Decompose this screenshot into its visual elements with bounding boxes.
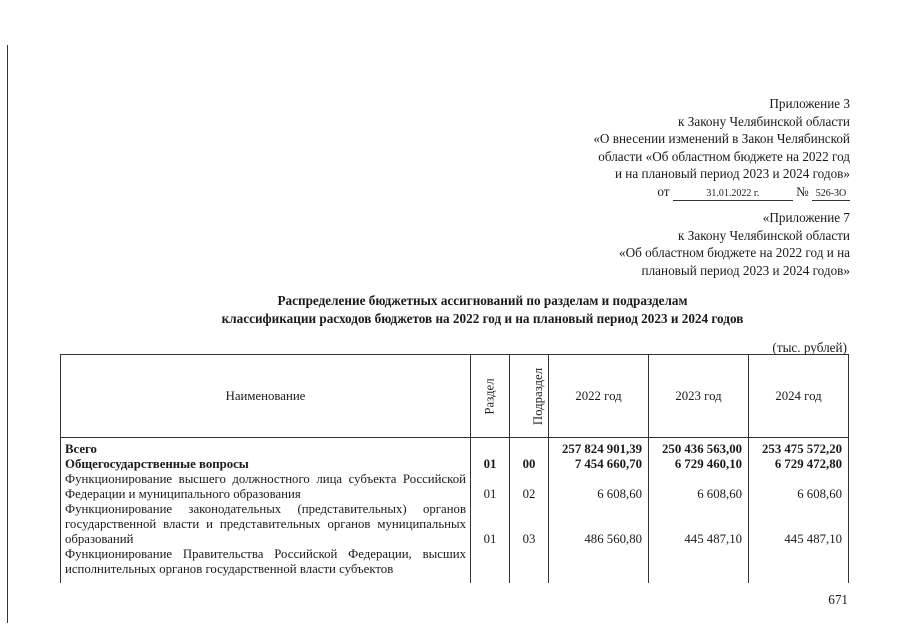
row-value-2024: 445 487,10 xyxy=(749,502,849,547)
page-number: 671 xyxy=(828,592,848,607)
table-row-government xyxy=(61,547,849,583)
row-name: Всего xyxy=(61,438,471,458)
row-section xyxy=(471,438,510,458)
appendix-7-law-name-1: «Об областном бюджете на 2022 год и на xyxy=(619,245,850,260)
table-row-legislative-bodies xyxy=(61,502,849,547)
appendix-3-law-name-3: и на плановый период 2023 и 2024 годов» xyxy=(614,166,850,181)
row-value-2023: 250 436 563,00 xyxy=(649,438,749,458)
row-value-2022: 6 608,60 xyxy=(549,472,649,502)
row-name: Функционирование высшего должностного лица субъекта Российской Федерации и муниципального образования xyxy=(61,472,471,502)
page-edge-line xyxy=(7,45,8,623)
appendix-3-title: Приложение 3 xyxy=(769,96,850,111)
row-section: 01 xyxy=(471,472,510,502)
row-value-2024: 253 475 572,20 xyxy=(749,438,849,458)
row-value-2022: 486 560,80 xyxy=(549,502,649,547)
law-number: 526-ЗО xyxy=(812,187,850,201)
row-subsection xyxy=(510,547,549,583)
header-subsection xyxy=(510,355,549,438)
row-value-2023 xyxy=(649,547,749,583)
header-2022 xyxy=(549,355,649,438)
header-name xyxy=(61,355,471,438)
row-value-2023: 6 729 460,10 xyxy=(649,457,749,472)
header-section-label: Раздел xyxy=(482,377,497,415)
appendix-3-law-name-2: области «Об областном бюджете на 2022 год xyxy=(598,148,850,164)
table-row-head-official xyxy=(61,472,849,502)
row-subsection: 00 xyxy=(510,457,549,472)
row-subsection: 03 xyxy=(510,502,549,547)
header-2023-label: 2023 год xyxy=(675,388,722,403)
row-subsection xyxy=(510,438,549,458)
document-title-line-1: Распределение бюджетных ассигнований по разделам и подразделам xyxy=(277,293,688,308)
row-value-2022 xyxy=(549,547,649,583)
from-label: от xyxy=(657,183,670,199)
row-value-2024 xyxy=(749,547,849,583)
table-header-row xyxy=(61,355,849,438)
appendix-3-law-ref: к Закону Челябинской области xyxy=(678,113,850,129)
appendix-7-law-ref: к Закону Челябинской области xyxy=(678,227,850,243)
budget-table xyxy=(60,354,849,583)
law-date: 31.01.2022 г. xyxy=(673,187,793,201)
row-section: 01 xyxy=(471,457,510,472)
table-row-general-issues xyxy=(61,457,849,472)
row-value-2023: 445 487,10 xyxy=(649,502,749,547)
number-label: № xyxy=(796,183,809,199)
document-title xyxy=(60,292,905,327)
row-name: Общегосударственные вопросы xyxy=(61,457,471,472)
table-row-total xyxy=(61,438,849,458)
row-value-2022: 7 454 660,70 xyxy=(549,457,649,472)
row-value-2024: 6 608,60 xyxy=(749,472,849,502)
row-subsection: 02 xyxy=(510,472,549,502)
row-value-2022: 257 824 901,39 xyxy=(549,438,649,458)
header-subsection-label: Подраздел xyxy=(531,367,546,425)
header-2023 xyxy=(649,355,749,438)
header-2024 xyxy=(749,355,849,438)
document-title-line-2: классификации расходов бюджетов на 2022 год и на плановый период 2023 и 2024 годов xyxy=(221,310,744,326)
header-section xyxy=(471,355,510,438)
header-2022-label: 2022 год xyxy=(575,388,622,403)
row-name: Функционирование Правительства Российской Федерации, высших исполнительных органов государственной власти субъектов xyxy=(61,547,471,583)
appendix-7-header xyxy=(619,209,850,279)
appendix-3-header xyxy=(593,95,850,201)
row-value-2024: 6 729 472,80 xyxy=(749,457,849,472)
appendix-7-title: «Приложение 7 xyxy=(762,210,850,225)
header-2024-label: 2024 год xyxy=(775,388,822,403)
header-name-label: Наименование xyxy=(225,388,306,403)
appendix-7-law-name-2: плановый период 2023 и 2024 годов» xyxy=(641,262,850,278)
row-section xyxy=(471,547,510,583)
law-date-number-line xyxy=(593,183,850,201)
row-name: Функционирование законодательных (представительных) органов государственной власти и представительных органов муниципальных образований xyxy=(61,502,471,547)
units-label: (тыс. рублей) xyxy=(772,340,847,355)
row-section: 01 xyxy=(471,502,510,547)
row-value-2023: 6 608,60 xyxy=(649,472,749,502)
appendix-3-law-name-1: «О внесении изменений в Закон Челябинской xyxy=(593,131,850,146)
